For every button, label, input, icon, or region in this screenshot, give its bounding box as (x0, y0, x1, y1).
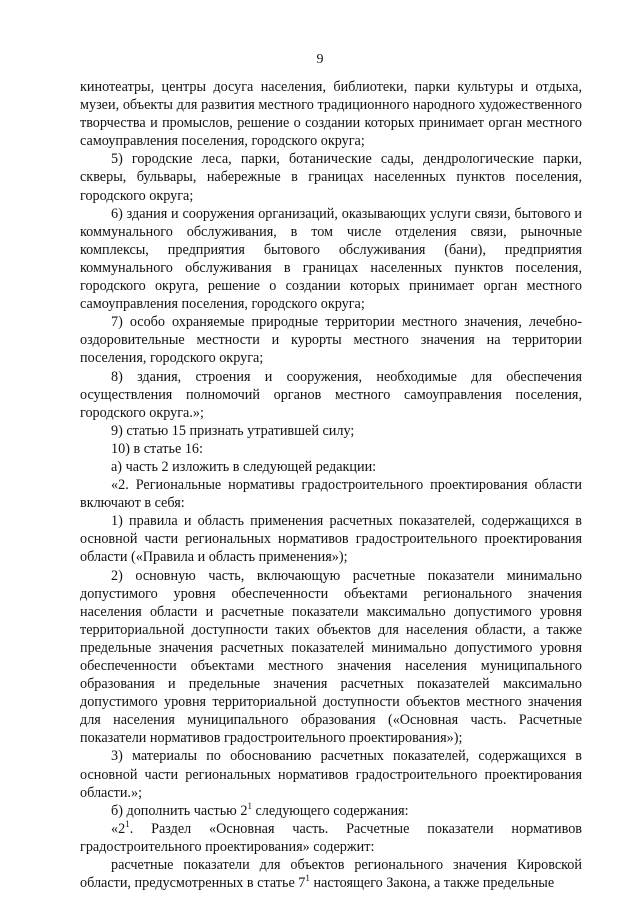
paragraph: 7) особо охраняемые природные территории местного значения, лечебно-оздоровительные местности и курорты местного значения на территории поселения, городского округа; (80, 314, 582, 367)
superscript: 1 (247, 800, 252, 811)
paragraph: 3) материалы по обоснованию расчетных показателей, содержащихся в основной части региональных нормативов градостроительного проектирования области.»; (80, 748, 582, 801)
text-run: . Раздел «Основная часть. Расчетные показатели нормативов градостроительного проектирования» содержит: (80, 820, 582, 855)
superscript: 1 (305, 873, 310, 884)
paragraph (80, 820, 582, 856)
paragraph (80, 802, 582, 820)
paragraph: кинотеатры, центры досуга населения, библиотеки, парки культуры и отдыха, музеи, объекты для развития местного традиционного народного художественного творчества и промыслов, решение о создании которых принимает орган местного самоуправления поселения, городского округа; (80, 79, 582, 150)
text-run: настоящего Закона, а также предельные (309, 875, 555, 892)
paragraph (80, 856, 582, 892)
text-run: б) дополнить частью 2 (111, 802, 248, 819)
paragraph: 5) городские леса, парки, ботанические сады, дендрологические парки, скверы, бульвары, набережные в границах населенных пунктов поселения, городского округа; (80, 151, 582, 204)
paragraph: 6) здания и сооружения организаций, оказывающих услуги связи, бытового и коммунального обслуживания, в том числе отделения связи, рыночные комплексы, предприятия бытового обслуживания (бани), предприятия коммунального обслуживания в границах населенных пунктов поселения, городского округа, решение о создании которых принимает орган местного самоуправления поселения, городского округа; (80, 205, 582, 313)
paragraph: 1) правила и область применения расчетных показателей, содержащихся в основной части региональных нормативов градостроительного проектирования области («Правила и область применения»); (80, 513, 582, 566)
paragraph: 10) в статье 16: (111, 440, 203, 457)
superscript: 1 (125, 818, 130, 829)
document-body (80, 78, 582, 892)
text-run: «2 (111, 820, 126, 837)
paragraph: «2. Региональные нормативы градостроительного проектирования области включают в себя: (80, 477, 582, 512)
text-run: следующего содержания: (251, 802, 409, 819)
page-number: 9 (316, 52, 324, 67)
paragraph: а) часть 2 изложить в следующей редакции: (111, 458, 377, 475)
paragraph: 2) основную часть, включающую расчетные показатели минимально допустимого уровня обеспеченности объектами регионального значения населения области и расчетные показатели максимально допустимого уровня территориальной доступности таких объектов для населения области, а также предельные значения расчетных показателей минимально допустимого уровня обеспеченности объектами местного значения населения муниципального образования и предельные значения расчетных показателей максимально допустимого уровня территориальной доступности объектов местного значения для населения муниципального образования («Основная часть. Расчетные показатели нормативов градостроительного проектирования»); (80, 567, 582, 747)
paragraph: 9) статью 15 признать утратившей силу; (111, 422, 355, 439)
text-run: расчетные показатели для объектов регионального значения Кировской области, предусмотренных в статье 7 (80, 857, 582, 892)
paragraph: 8) здания, строения и сооружения, необходимые для обеспечения осуществления полномочий органов местного самоуправления поселения, городского округа.»; (80, 368, 582, 421)
